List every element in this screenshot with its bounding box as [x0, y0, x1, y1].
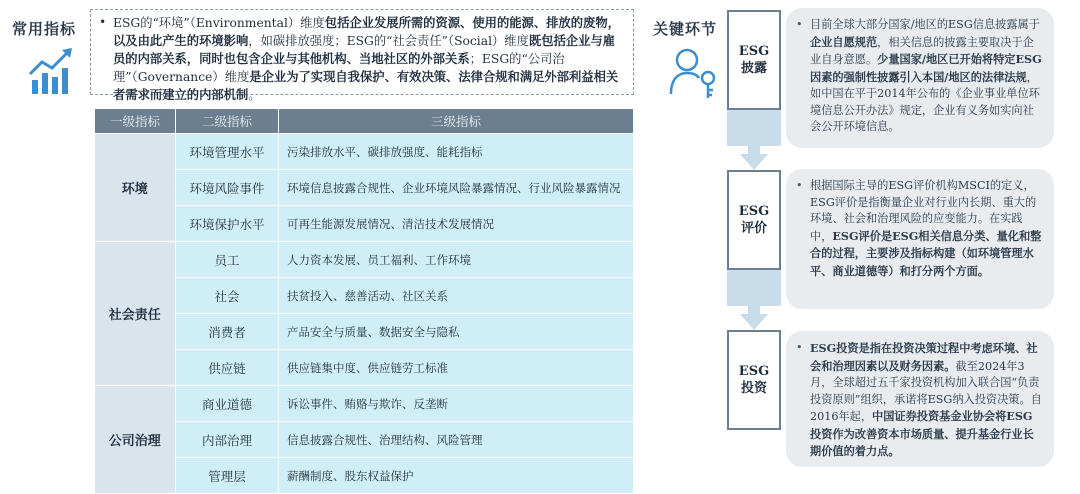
table-row: [95, 170, 634, 206]
card-text: [810, 18, 1042, 133]
card-rating: [786, 169, 1054, 309]
level3-indicator-cell: 诉讼事件、贿赂与欺诈、反垄断: [279, 386, 634, 422]
text-segment: 根据国际主导的ESG评价机构MSCI的定义，ESG评价是指衡量企业对行业内长期、重大的环境、社会和治理风险的应变能力。在实践中，: [810, 179, 1037, 243]
table-row: [95, 314, 634, 350]
level3-indicator-cell: 产品安全与质量、数据安全与隐私: [279, 314, 634, 350]
stage-label: ESG: [738, 364, 770, 379]
header-level3: 三级指标: [279, 109, 634, 134]
level2-indicator-cell: 商业道德: [176, 386, 279, 422]
bullet-dot: •: [796, 341, 803, 354]
text-segment: 。: [248, 88, 261, 102]
table-row: [95, 134, 634, 170]
level3-indicator-cell: 薪酬制度、股东权益保护: [279, 458, 634, 494]
bold-text-segment: 既包括企业与雇员的内部关系，同时也包含企业与其他机构、当地社区的外部关系: [113, 33, 615, 66]
card-investment: [786, 331, 1054, 467]
stage-esg-disclosure: [727, 10, 781, 110]
level3-indicator-cell: 可再生能源发展情况、清洁技术发展情况: [279, 206, 634, 242]
table-row: [95, 386, 634, 422]
stage-esg-rating: [727, 170, 781, 270]
level1-indicator-cell: 公司治理: [95, 386, 176, 494]
level2-indicator-cell: 消费者: [176, 314, 279, 350]
level2-indicator-cell: 社会: [176, 278, 279, 314]
text-segment: 目前全球大部分国家/地区的ESG信息披露属于: [810, 18, 1040, 31]
table-row: [95, 206, 634, 242]
intro-text-box: [90, 9, 634, 102]
intro-text: [113, 16, 620, 102]
level1-indicator-cell: 环境: [95, 134, 176, 242]
level3-indicator-cell: 扶贫投入、慈善活动、社区关系: [279, 278, 634, 314]
level2-indicator-cell: 管理层: [176, 458, 279, 494]
section-title-indicators: 常用指标: [12, 20, 77, 38]
bold-text-segment: 包括企业发展所需的资源、使用的能源、排放的废物，以及由此产生的环境影响: [113, 15, 620, 48]
level2-indicator-cell: 环境风险事件: [176, 170, 279, 206]
level3-indicator-cell: 人力资本发展、员工福利、工作环境: [279, 242, 634, 278]
level1-indicator-cell: 社会责任: [95, 242, 176, 386]
key-person-icon: [665, 42, 727, 104]
level2-indicator-cell: 员工: [176, 242, 279, 278]
text-segment: ；ESG的“公司治理”（Governance）维度: [113, 52, 565, 84]
text-segment: ，如中国在平于2014年公布的《企业事业单位环境信息公开办法》规定，企业有义务如实向社会公开环境信息。: [810, 70, 1040, 133]
text-segment: ，相关信息的披露主要取决于企业自身意愿。: [810, 35, 1034, 66]
stage-esg-investment: [727, 330, 781, 430]
level3-indicator-cell: 供应链集中度、供应链劳工标准: [279, 350, 634, 386]
text-segment: ESG的“环境”（Environmental）维度: [113, 16, 325, 30]
level2-indicator-cell: 环境管理水平: [176, 134, 279, 170]
card-text: [810, 179, 1041, 278]
table-row: [95, 278, 634, 314]
bold-text-segment: 少量国家/地区已开始将特定ESG因素的强制性披露引入本国/地区的法律法规: [810, 52, 1042, 84]
level3-indicator-cell: 环境信息披露合规性、企业环境风险暴露情况、行业风险暴露情况: [279, 170, 634, 206]
section-title-key-stages: 关键环节: [653, 20, 718, 38]
bold-text-segment: 企业自愿规范: [810, 34, 878, 49]
table-row: [95, 458, 634, 494]
text-segment: ，如碳排放强度；ESG的“社会责任”（Social）维度: [248, 34, 529, 48]
stage-label: 披露: [740, 61, 767, 76]
card-text: [810, 342, 1042, 458]
growth-chart-icon: [26, 46, 78, 98]
level2-indicator-cell: 环境保护水平: [176, 206, 279, 242]
bullet-dot: •: [796, 179, 803, 192]
bullet-dot: •: [99, 15, 107, 29]
stage-label: 投资: [740, 381, 767, 396]
table-header-row: [95, 109, 634, 134]
level2-indicator-cell: 内部治理: [176, 422, 279, 458]
header-level1: 一级指标: [95, 109, 176, 134]
level3-indicator-cell: 信息披露合规性、治理结构、风险管理: [279, 422, 634, 458]
card-disclosure: [786, 8, 1054, 148]
bold-text-segment: ESG投资是指在投资决策过程中考虑环境、社会和治理因素以及财务因素。: [810, 341, 1038, 373]
table-row: [95, 350, 634, 386]
level2-indicator-cell: 供应链: [176, 350, 279, 386]
stage-label: 评价: [740, 221, 767, 236]
stage-label: ESG: [738, 204, 770, 219]
level3-indicator-cell: 污染排放水平、碳排放强度、能耗指标: [279, 134, 634, 170]
header-level2: 二级指标: [176, 109, 279, 134]
bullet-dot: •: [796, 18, 803, 31]
table-row: [95, 242, 634, 278]
table-row: [95, 422, 634, 458]
stage-label: ESG: [738, 44, 770, 59]
bold-text-segment: ESG评价是ESG相关信息分类、量化和整合的过程，主要涉及指标构建（如环境管理水平、商业道德等）和打分两个方面。: [810, 228, 1042, 278]
indicator-table: [94, 108, 634, 494]
down-arrow-icon: [740, 136, 768, 170]
bold-text-segment: 是企业为了实现自我保护、有效决策、法律合规和满足外部利益相关者需求而建立的内部机制: [113, 69, 619, 102]
bold-text-segment: 中国证券投资基金业协会将ESG投资作为改善资本市场质量、提升基金行业长期价值的着力点。: [810, 409, 1034, 458]
text-segment: 截至2024年3月，全球超过五千家投资机构加入联合国“负责投资原则”组织，承诺将ESG纳入投资决策。自2016年起，: [810, 359, 1042, 423]
down-arrow-icon: [740, 296, 768, 330]
